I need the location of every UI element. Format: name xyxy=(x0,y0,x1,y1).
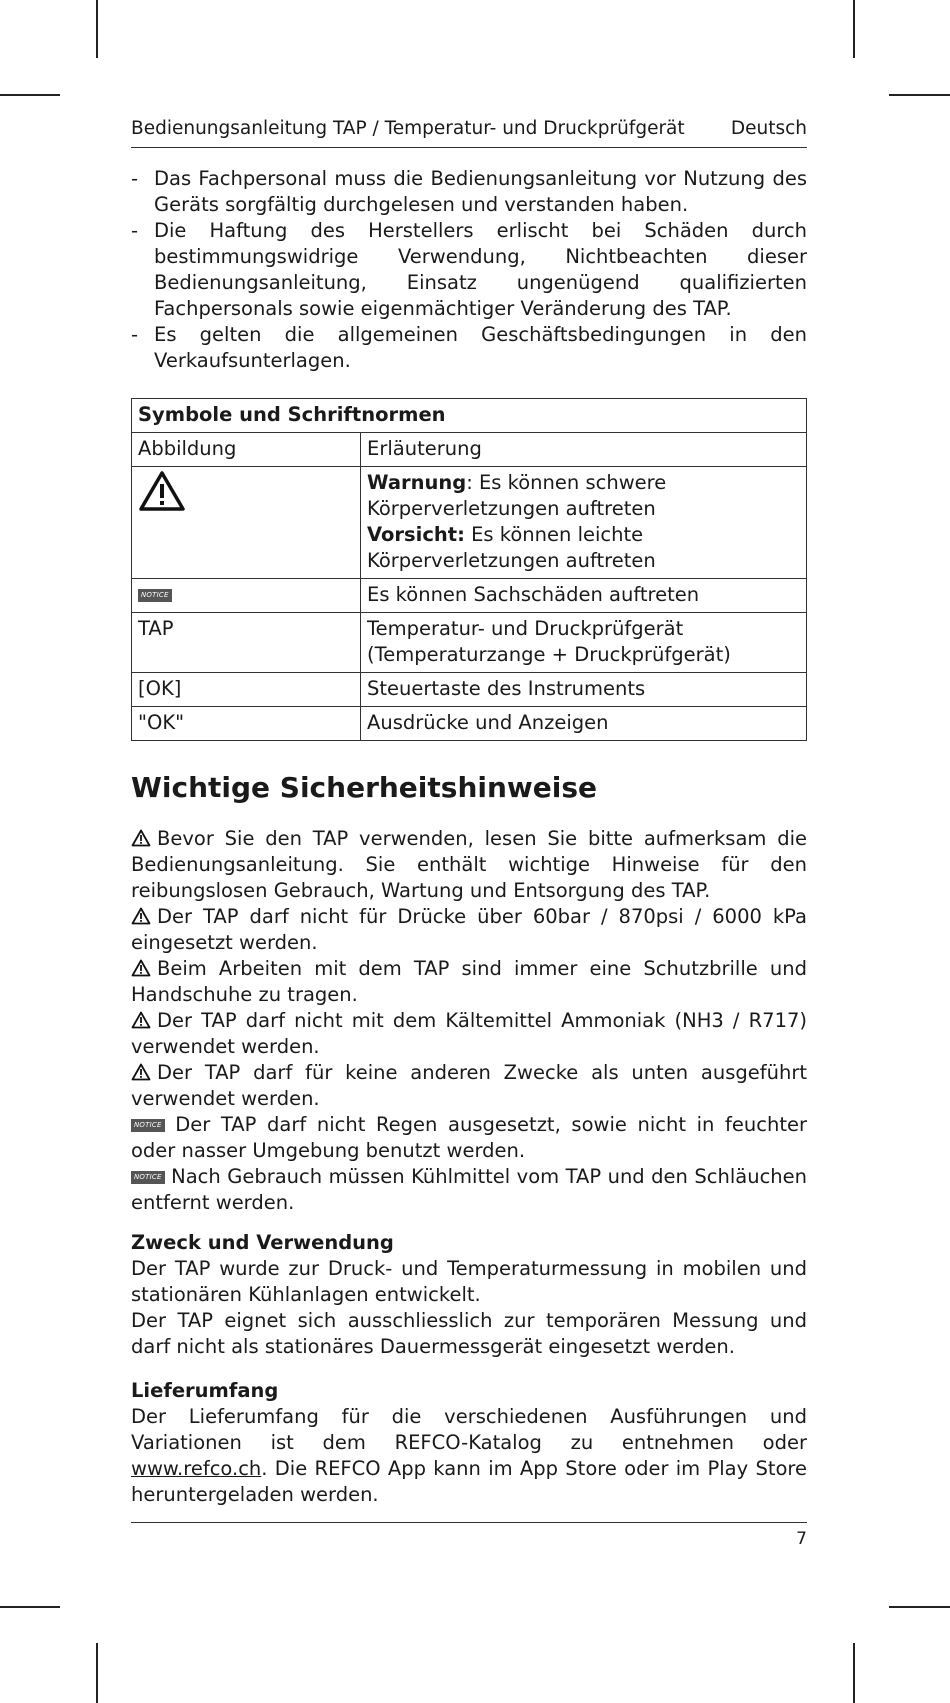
column-header: Erläuterung xyxy=(361,433,807,467)
safety-warning xyxy=(131,1060,807,1112)
table-cell xyxy=(132,579,361,613)
delivery-text: . Die REFCO App kann im App Store oder im Play Store heruntergeladen werden. xyxy=(131,1457,807,1506)
table-row xyxy=(132,579,807,613)
crop-mark xyxy=(96,0,98,58)
paragraph: Der TAP wurde zur Druck- und Temperaturmessung in mobilen und stationären Kühlanlagen entwickelt. xyxy=(131,1257,807,1306)
section-heading: Lieferumfang xyxy=(131,1379,279,1402)
caution-text: Es können leichte Körperverletzungen auftreten xyxy=(367,523,656,572)
column-header: Abbildung xyxy=(132,433,361,467)
page-footer xyxy=(131,1522,807,1549)
bullet-text: Die Haftung des Herstellers erlischt bei Schäden durch bestimmungswidrige Verwendung, Nichtbeachten dieser Bedienungsanleitung, Einsatz ungenügend qualifizierten Fachpersonals sowie eigenmächtiger Veränderung des TAP. xyxy=(154,219,807,320)
warning-text: : Es können schwere Körperverletzungen auftreten xyxy=(367,471,667,520)
notice-badge-icon: NOTICE xyxy=(138,589,172,602)
bullet-text: Das Fachpersonal muss die Bedienungsanleitung vor Nutzung des Geräts sorgfältig durchgelesen und verstanden haben. xyxy=(154,167,807,216)
crop-mark xyxy=(889,1606,950,1608)
refco-link[interactable]: www.refco.ch xyxy=(131,1457,262,1480)
running-header xyxy=(131,118,807,148)
crop-mark xyxy=(0,1606,60,1608)
warning-triangle-icon xyxy=(131,1011,151,1029)
table-row xyxy=(132,673,807,707)
delivery-text: Der Lieferumfang für die verschiedenen Ausführungen und Variationen ist dem REFCO-Katalog zu entnehmen oder xyxy=(131,1405,807,1454)
header-language: Deutsch xyxy=(730,118,807,139)
table-title-row xyxy=(132,399,807,433)
list-item: - Die Haftung des Herstellers erlischt bei Schäden durch bestimmungswidrige Verwendung, Nichtbeachten dieser Bedienungsanleitung, Einsatz ungenügend qualifizierten Fachpersonals sowie eigenmächtiger Veränderung des TAP. xyxy=(131,219,807,320)
crop-mark xyxy=(0,94,60,96)
crop-mark xyxy=(96,1643,98,1703)
table-title: Symbole und Schriftnormen xyxy=(132,399,807,433)
list-item: - Es gelten die allgemeinen Geschäftsbedingungen in den Verkaufsunterlagen. xyxy=(131,323,807,372)
header-title: Bedienungsanleitung TAP / Temperatur- und Druckprüfgerät xyxy=(131,118,685,139)
list-item: - Das Fachpersonal muss die Bedienungsanleitung vor Nutzung des Geräts sorgfältig durchgelesen und verstanden haben. xyxy=(131,167,807,216)
notice-badge-icon: NOTICE xyxy=(131,1171,165,1184)
table-cell: Temperatur- und Druckprüfgerät (Temperaturzange + Druckprüfgerät) xyxy=(361,613,807,673)
table-cell xyxy=(361,467,807,579)
safety-text: Der TAP darf nicht mit dem Kältemittel Ammoniak (NH3 / R717) verwendet werden. xyxy=(131,1009,807,1058)
safety-warning xyxy=(131,904,807,956)
table-cell: Es können Sachschäden auftreten xyxy=(361,579,807,613)
table-cell: Ausdrücke und Anzeigen xyxy=(361,707,807,741)
safety-text: Beim Arbeiten mit dem TAP sind immer eine Schutzbrille und Handschuhe zu tragen. xyxy=(131,957,807,1006)
warning-triangle-icon xyxy=(131,829,151,847)
warning-triangle-icon xyxy=(131,959,151,977)
section-heading: Zweck und Verwendung xyxy=(131,1231,394,1254)
symbol-table xyxy=(131,398,807,741)
paragraph: Der TAP eignet sich ausschliesslich zur temporären Messung und darf nicht als stationäres Dauermessgerät eingesetzt werden. xyxy=(131,1309,807,1358)
safety-warning xyxy=(131,1008,807,1060)
safety-text: Der TAP darf nicht Regen ausgesetzt, sowie nicht in feuchter oder nasser Umgebung benutzt werden. xyxy=(131,1113,807,1162)
safety-notice xyxy=(131,1164,807,1216)
safety-text: Nach Gebrauch müssen Kühlmittel vom TAP und den Schläuchen entfernt werden. xyxy=(131,1165,808,1214)
table-header-row xyxy=(132,433,807,467)
safety-notice xyxy=(131,1112,807,1164)
safety-text: Bevor Sie den TAP verwenden, lesen Sie bitte aufmerksam die Bedienungsanleitung. Sie enthält wichtige Hinweise für den reibungslosen Gebrauch, Wartung und Entsorgung des TAP. xyxy=(131,827,807,902)
section-heading: Wichtige Sicherheitshinweise xyxy=(131,771,598,804)
table-cell: Steuertaste des Instruments xyxy=(361,673,807,707)
crop-mark xyxy=(853,0,855,58)
table-cell xyxy=(132,467,361,579)
table-row xyxy=(132,613,807,673)
table-row xyxy=(132,467,807,579)
safety-text: Der TAP darf nicht für Drücke über 60bar / 870psi / 6000 kPa eingesetzt werden. xyxy=(131,905,807,954)
safety-text: Der TAP darf für keine anderen Zwecke als unten ausgeführt verwendet werden. xyxy=(131,1061,807,1110)
warning-triangle-icon xyxy=(131,1063,151,1081)
crop-mark xyxy=(853,1643,855,1703)
table-cell: "OK" xyxy=(132,707,361,741)
notice-badge-icon: NOTICE xyxy=(131,1119,165,1132)
table-cell: [OK] xyxy=(132,673,361,707)
bullet-list xyxy=(131,166,807,374)
table-cell: TAP xyxy=(132,613,361,673)
crop-mark xyxy=(889,94,950,96)
warning-label: Warnung xyxy=(367,471,467,494)
caution-label: Vorsicht: xyxy=(367,523,465,546)
bullet-text: Es gelten die allgemeinen Geschäftsbedingungen in den Verkaufsunterlagen. xyxy=(154,323,807,372)
warning-triangle-icon xyxy=(138,470,186,512)
table-row xyxy=(132,707,807,741)
safety-warning xyxy=(131,826,807,904)
safety-warning xyxy=(131,956,807,1008)
page-number: 7 xyxy=(796,1529,807,1549)
paragraph xyxy=(131,1404,807,1508)
warning-triangle-icon xyxy=(131,907,151,925)
page-content xyxy=(131,118,807,1549)
